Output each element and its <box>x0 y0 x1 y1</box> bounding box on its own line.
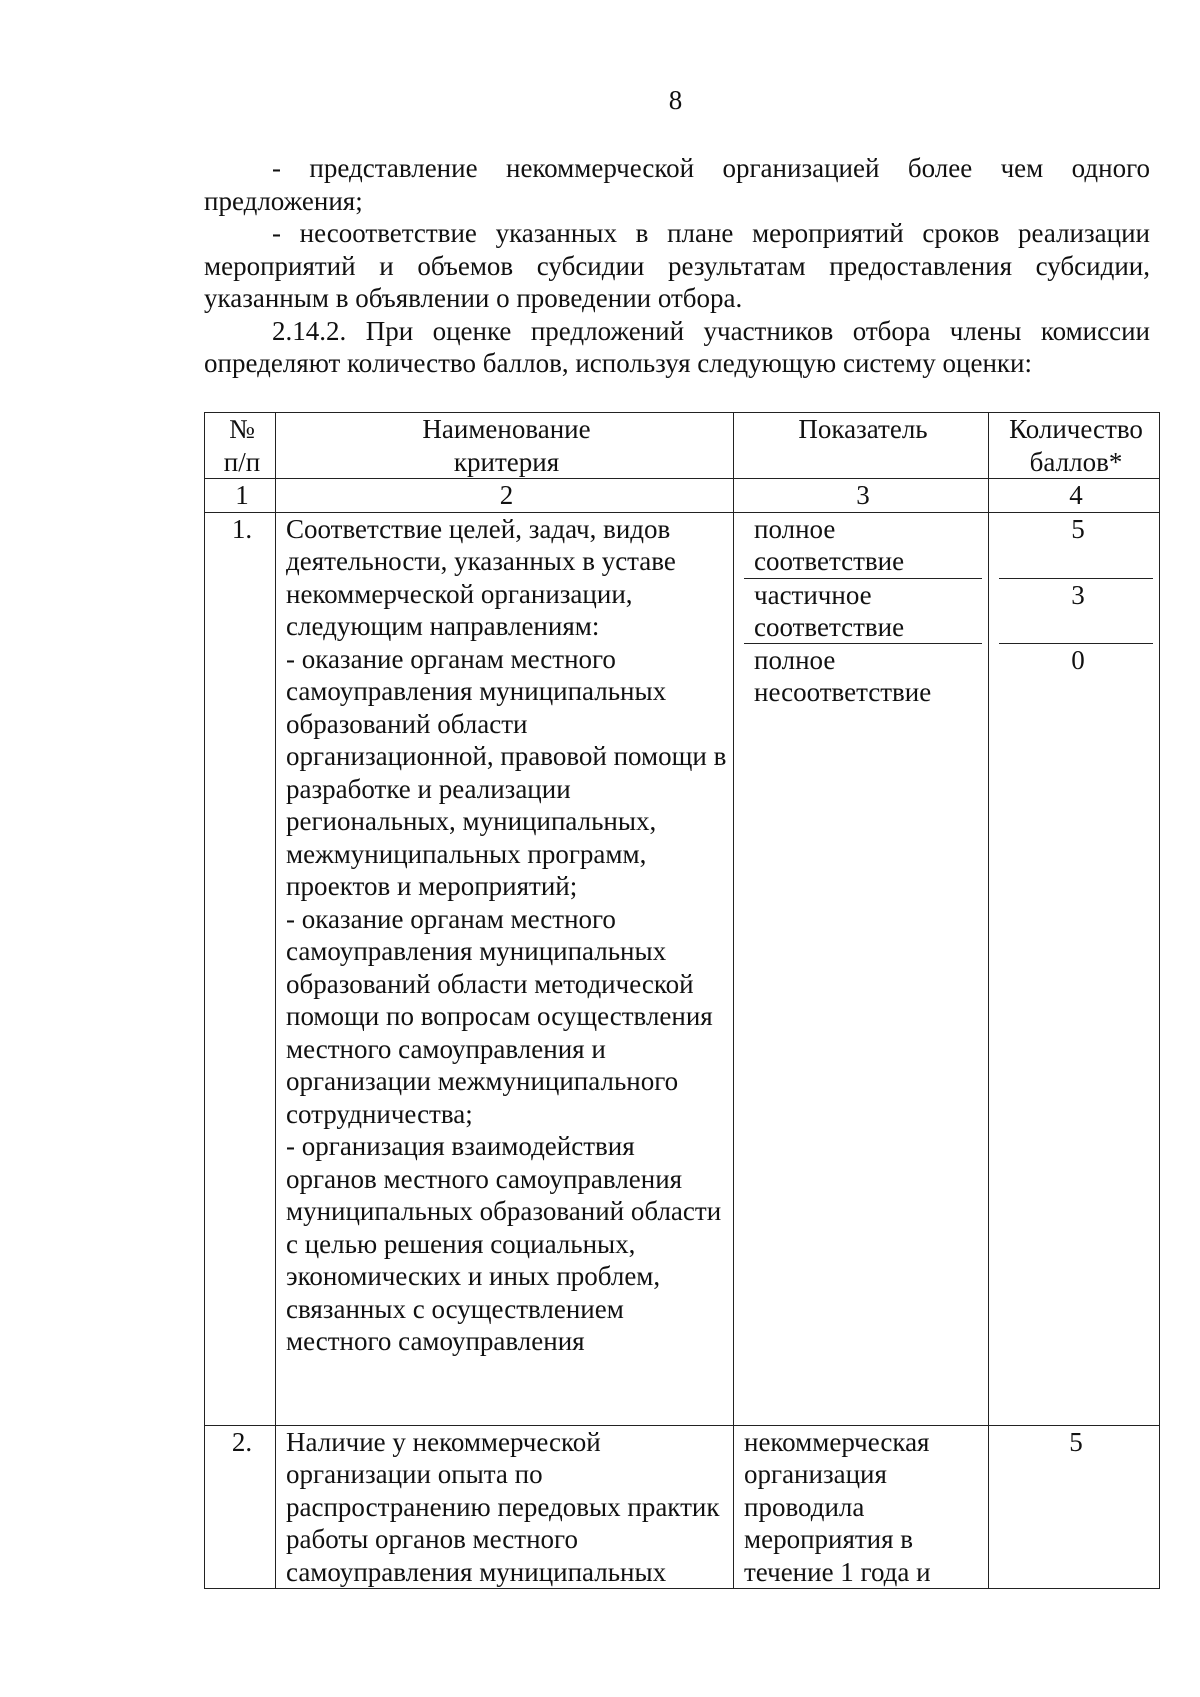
points-partial-match: 3 <box>999 578 1153 643</box>
row-num: 2. <box>205 1425 276 1589</box>
table-row <box>205 1425 1160 1589</box>
row-criterion: Соответствие целей, задач, видов деятельности, указанных в уставе некоммерческой организации, следующим направлениям: - оказание органам местного самоуправления муниципальных образований области организационной, правовой помощи в разработке и реализации региональных, муниципальных, межмуниципальных программ, проектов и мероприятий; - оказание органам местного самоуправления муниципальных образований области методической помощи по вопросам осуществления местного самоуправления и организации межмуниципального сотрудничества; - организация взаимодействия органов местного самоуправления муниципальных образований области с целью решения социальных, экономических и иных проблем, связанных с осуществлением местного самоуправления <box>276 512 734 1425</box>
indicator-full-match: полное соответствие <box>754 513 905 576</box>
points-no-match: 0 <box>999 643 1153 677</box>
criteria-table <box>204 412 1160 1589</box>
table-header-row <box>205 413 1160 479</box>
row-points <box>989 512 1160 1425</box>
row-indicator: некоммерческая организация проводила мероприятия в течение 1 года и <box>734 1425 989 1589</box>
column-number: 4 <box>989 479 1160 513</box>
column-number: 2 <box>276 479 734 513</box>
points-full-match: 5 <box>1071 513 1085 544</box>
row-num: 1. <box>205 512 276 1425</box>
column-number: 1 <box>205 479 276 513</box>
indicator-partial-match: частичное соответствие <box>744 578 982 643</box>
indicator-no-match: полное несоответствие <box>744 643 982 709</box>
header-indicator: Показатель <box>734 413 989 479</box>
paragraph-1: - представление некоммерческой организацией более чем одного предложения; <box>204 153 1150 216</box>
body-text <box>204 152 1150 380</box>
header-points: Количество баллов* <box>989 413 1160 479</box>
table-row <box>205 512 1160 1425</box>
row-points: 5 <box>989 1425 1160 1589</box>
paragraph-2: - несоответствие указанных в плане мероприятий сроков реализации мероприятий и объемов субсидии результатам предоставления субсидии, указанным в объявлении о проведении отбора. <box>204 218 1150 313</box>
header-criterion: Наименование критерия <box>276 413 734 479</box>
header-num: № п/п <box>205 413 276 479</box>
column-number: 3 <box>734 479 989 513</box>
column-number-row <box>205 479 1160 513</box>
page-number: 8 <box>668 85 683 115</box>
paragraph-3: 2.14.2. При оценке предложений участников отбора члены комиссии определяют количество баллов, используя следующую систему оценки: <box>204 315 1150 378</box>
row-criterion: Наличие у некоммерческой организации опыта по распространению передовых практик работы органов местного самоуправления муниципальных <box>276 1425 734 1589</box>
row-indicators <box>734 512 989 1425</box>
